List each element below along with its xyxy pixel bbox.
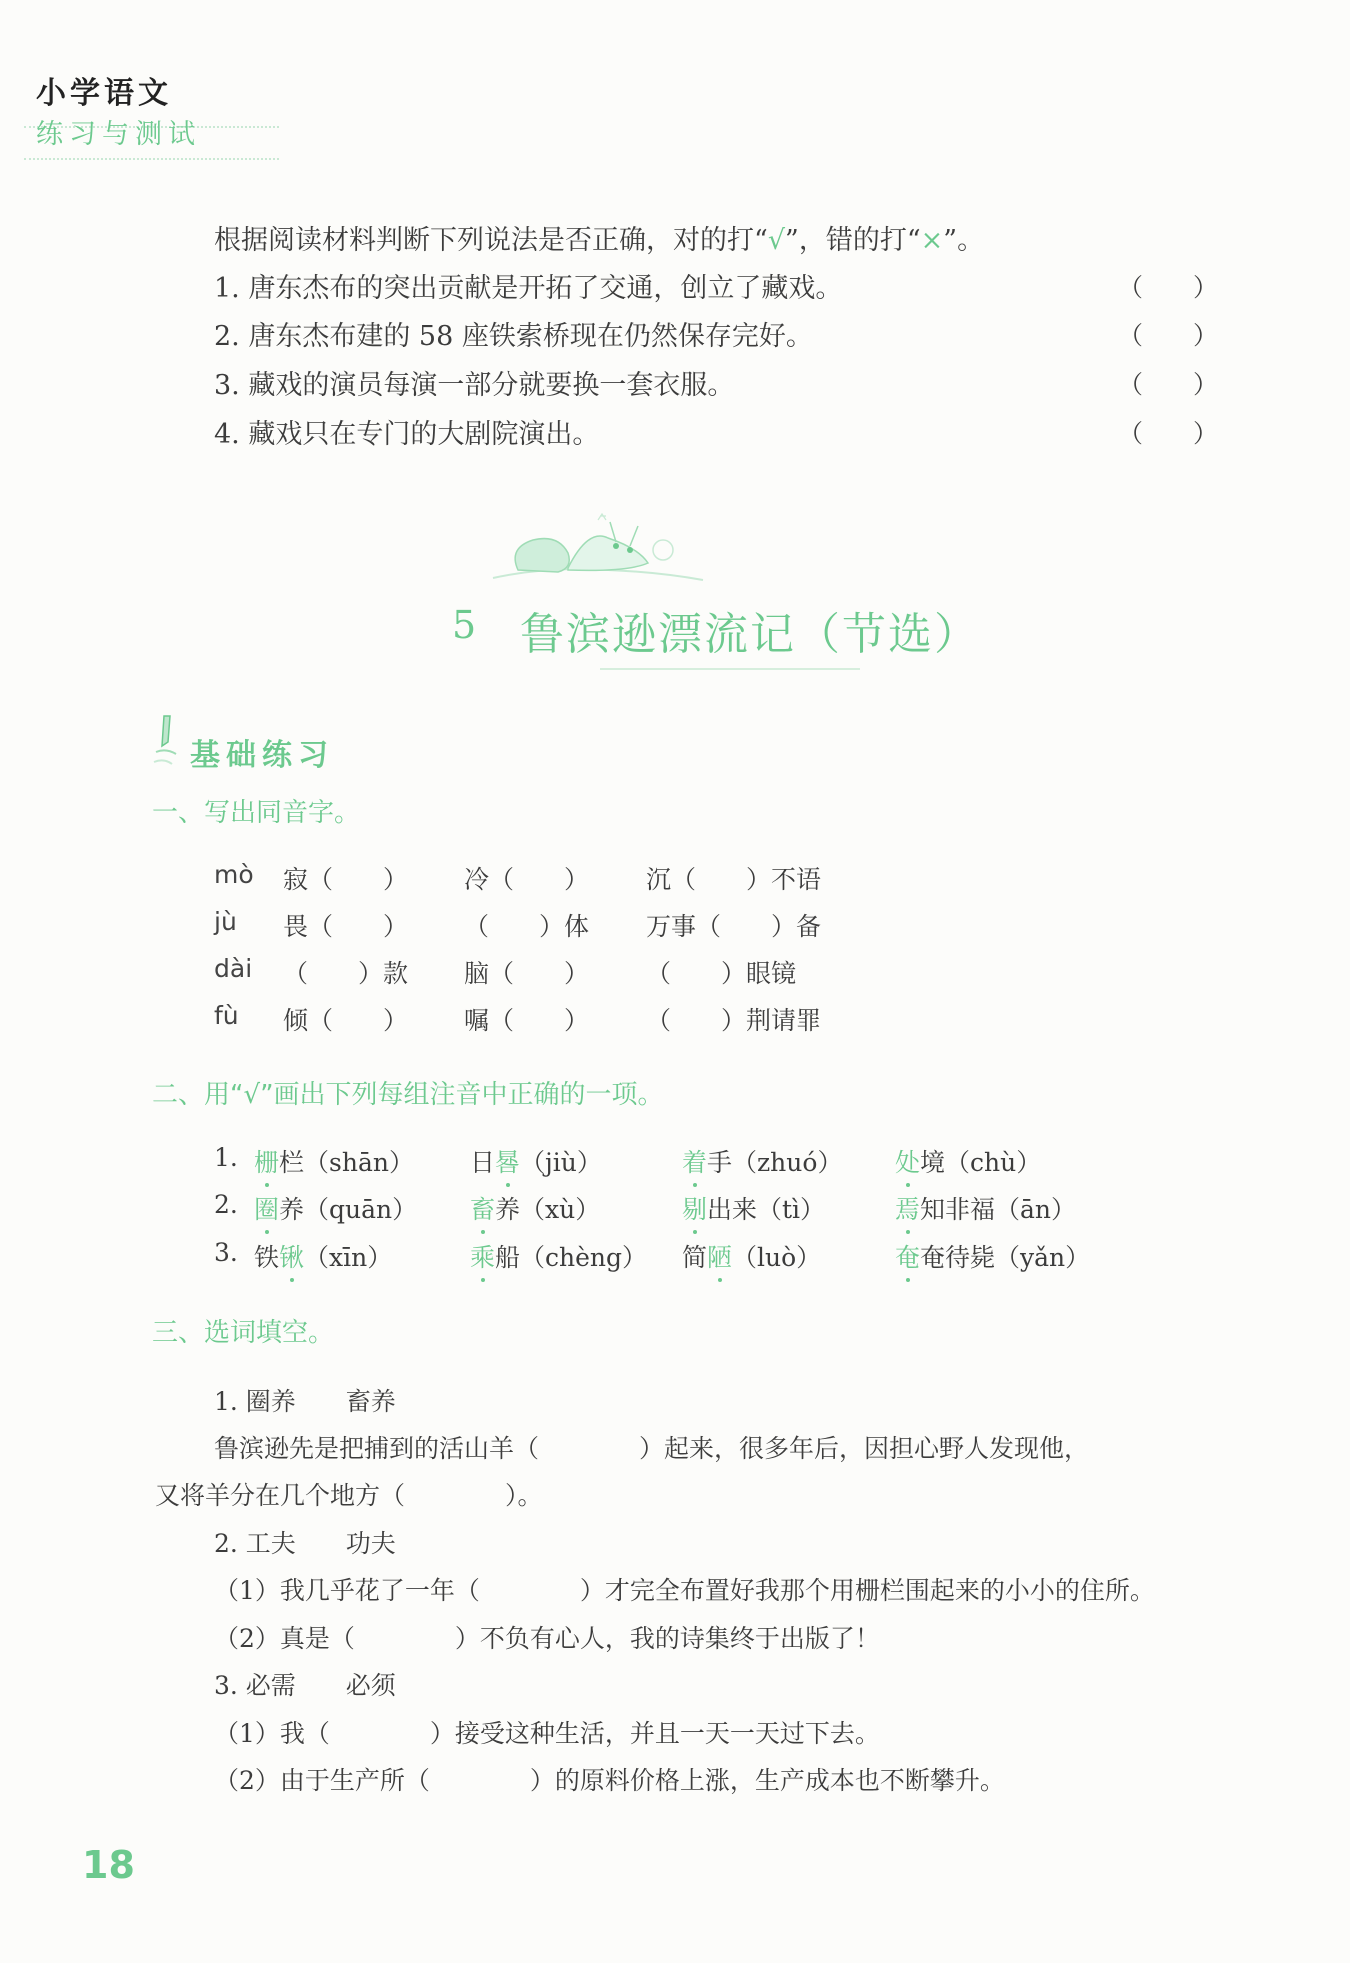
s1-cell[interactable]: 沉（ ）不语 xyxy=(646,865,822,894)
s3-word-pair-3: 3. 必需 必须 xyxy=(214,1671,396,1700)
cross-mark-icon: × xyxy=(920,225,944,256)
judge-item-3: 3. 藏戏的演员每演一部分就要换一套衣服。 xyxy=(214,370,735,401)
option-text: 知非福（ān） xyxy=(920,1195,1077,1224)
judge-answer-3[interactable]: （ ） xyxy=(1118,370,1219,399)
judge-item-1: 1. 唐东杰布的突出贡献是开拓了交通，创立了藏戏。 xyxy=(214,273,843,304)
s1-cell[interactable]: （ ）款 xyxy=(283,959,409,988)
option-text: （jiù） xyxy=(520,1148,602,1177)
s2-option[interactable] xyxy=(682,1238,821,1274)
check-mark-icon: √ xyxy=(767,225,786,256)
s3-sentence[interactable]: （2）由于生产所（ ）的原料价格上涨，生产成本也不断攀升。 xyxy=(214,1766,1005,1795)
basic-practice-label: 基础练习 xyxy=(190,738,334,773)
s3-sentence[interactable]: （1）我（ ）接受这种生活，并且一天一天过下去。 xyxy=(214,1719,880,1748)
s2-heading-text-2: ”画出下列每组注音中正确的一项。 xyxy=(260,1080,664,1110)
s2-option[interactable] xyxy=(682,1190,825,1226)
option-prefix: 简 xyxy=(682,1243,708,1272)
highlight-char: 奄 xyxy=(895,1238,920,1274)
s1-pinyin-1: mò xyxy=(214,860,254,889)
highlight-char: 锹 xyxy=(279,1238,304,1274)
title-underline xyxy=(600,668,860,670)
highlight-char: 着 xyxy=(682,1143,707,1179)
highlight-char: 处 xyxy=(895,1143,920,1179)
lesson-number: 5 xyxy=(452,603,477,647)
s1-cell[interactable]: 万事（ ）备 xyxy=(646,912,822,941)
s3-sentence[interactable]: （2）真是（ ）不负有心人，我的诗集终于出版了！ xyxy=(214,1624,880,1653)
highlight-char: 乘 xyxy=(470,1238,495,1274)
series-title: 小学语文 xyxy=(36,76,172,111)
section1-heading: 一、写出同音字。 xyxy=(152,798,361,828)
snail-decoration-icon xyxy=(488,508,708,588)
s3-sentence[interactable]: 鲁滨逊先是把捕到的活山羊（ ）起来，很多年后，因担心野人发现他， xyxy=(214,1434,1090,1463)
judge-instruction xyxy=(214,218,984,257)
highlight-char: 剔 xyxy=(682,1190,707,1226)
s1-cell[interactable]: 冷（ ） xyxy=(464,865,590,894)
judge-answer-2[interactable]: （ ） xyxy=(1118,321,1219,350)
s2-row-number: 1. xyxy=(214,1143,238,1172)
s2-option[interactable] xyxy=(682,1143,842,1179)
judge-item-2: 2. 唐东杰布建的 58 座铁索桥现在仍然保存完好。 xyxy=(214,321,813,352)
highlight-char: 栅 xyxy=(254,1143,279,1179)
option-text: 境（chù） xyxy=(920,1148,1042,1177)
option-text: 船（chèng） xyxy=(495,1243,648,1272)
s2-row-number: 2. xyxy=(214,1190,238,1219)
option-text: 养（quān） xyxy=(279,1195,418,1224)
option-text: （xīn） xyxy=(304,1243,393,1272)
s1-pinyin-4: fù xyxy=(214,1001,239,1030)
s2-option[interactable] xyxy=(254,1238,392,1274)
check-mark-icon: √ xyxy=(243,1080,261,1110)
option-text: 手（zhuó） xyxy=(707,1148,843,1177)
s1-cell[interactable]: （ ）荆请罪 xyxy=(646,1006,822,1035)
instruction-text-2: ”，错的打“ xyxy=(785,225,921,256)
highlight-char: 畜 xyxy=(470,1190,495,1226)
page-number: 18 xyxy=(82,1843,135,1887)
s2-row-number: 3. xyxy=(214,1238,238,1267)
option-text: 养（xù） xyxy=(495,1195,601,1224)
s1-pinyin-3: dài xyxy=(214,954,253,983)
judge-answer-4[interactable]: （ ） xyxy=(1118,419,1219,448)
judge-answer-1[interactable]: （ ） xyxy=(1118,273,1219,302)
s2-option[interactable] xyxy=(254,1190,417,1226)
s2-option[interactable] xyxy=(470,1143,602,1179)
s3-sentence[interactable]: 又将羊分在几个地方（ ）。 xyxy=(155,1481,543,1510)
s1-cell[interactable]: （ ）眼镜 xyxy=(646,959,797,988)
option-text: 奄待毙（yǎn） xyxy=(920,1243,1091,1272)
instruction-text-1: 根据阅读材料判断下列说法是否正确，对的打“ xyxy=(214,225,768,256)
s1-cell[interactable]: 寂（ ） xyxy=(283,865,409,894)
highlight-char: 圈 xyxy=(254,1190,279,1226)
s3-sentence[interactable]: （1）我几乎花了一年（ ）才完全布置好我那个用栅栏围起来的小小的住所。 xyxy=(214,1576,1155,1605)
option-prefix: 日 xyxy=(470,1148,496,1177)
lesson-title: 鲁滨逊漂流记（节选） xyxy=(520,609,980,660)
judge-item-4: 4. 藏戏只在专门的大剧院演出。 xyxy=(214,419,600,450)
pencil-icon xyxy=(150,712,182,768)
highlight-char: 陋 xyxy=(707,1238,732,1274)
s2-option[interactable] xyxy=(470,1238,647,1274)
s2-option[interactable] xyxy=(895,1190,1076,1226)
s2-option[interactable] xyxy=(895,1238,1090,1274)
section3-heading: 三、选词填空。 xyxy=(152,1318,335,1348)
s2-heading-text-1: 二、用“ xyxy=(152,1080,244,1110)
s1-pinyin-2: jù xyxy=(214,907,237,936)
instruction-text-3: ”。 xyxy=(943,225,985,256)
s2-option[interactable] xyxy=(470,1190,600,1226)
highlight-char: 晷 xyxy=(495,1143,520,1179)
option-text: 出来（tì） xyxy=(707,1195,826,1224)
series-subtitle: 练习与测试 xyxy=(36,119,201,150)
s1-cell[interactable]: （ ）体 xyxy=(464,912,590,941)
s1-cell[interactable]: 畏（ ） xyxy=(283,912,409,941)
s1-cell[interactable]: 倾（ ） xyxy=(283,1006,409,1035)
s3-word-pair-2: 2. 工夫 功夫 xyxy=(214,1529,396,1558)
s2-option[interactable] xyxy=(895,1143,1041,1179)
s1-cell[interactable]: 脑（ ） xyxy=(464,959,590,988)
s2-option[interactable] xyxy=(254,1143,414,1179)
s3-word-pair-1: 1. 圈养 畜养 xyxy=(214,1387,396,1416)
section2-heading xyxy=(152,1074,664,1111)
option-text: （luò） xyxy=(732,1243,822,1272)
s1-cell[interactable]: 嘱（ ） xyxy=(464,1006,590,1035)
highlight-char: 焉 xyxy=(895,1190,920,1226)
option-prefix: 铁 xyxy=(254,1243,280,1272)
option-text: 栏（shān） xyxy=(279,1148,414,1177)
